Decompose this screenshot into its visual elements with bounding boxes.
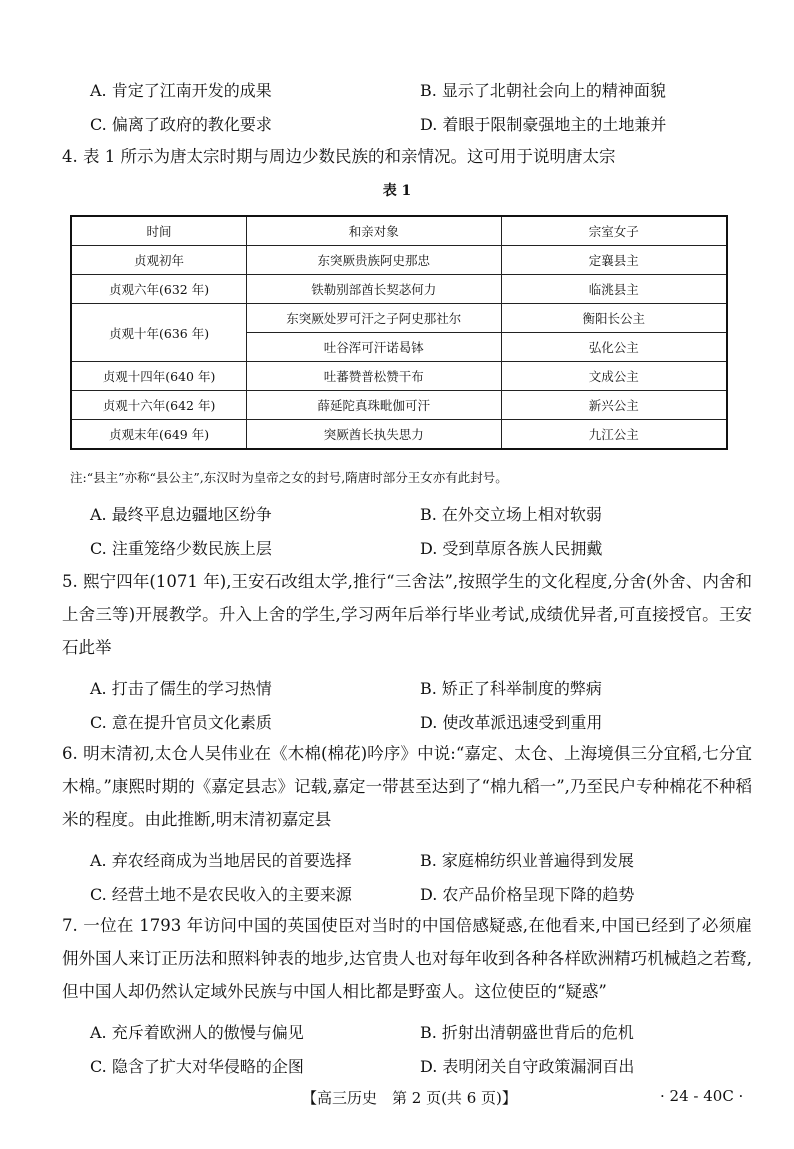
table-row — [71, 391, 727, 420]
cell-partner: 突厥酋长执失思力 — [247, 420, 501, 450]
q5-option-b: B. 矫正了科举制度的弊病 — [420, 679, 602, 698]
table-header-row — [71, 216, 727, 246]
q7-options-row-1 — [90, 1020, 750, 1043]
cell-partner: 东突厥贵族阿史那忠 — [247, 246, 501, 275]
table-row — [71, 246, 727, 275]
table-row — [71, 304, 727, 333]
q4-option-b: B. 在外交立场上相对软弱 — [420, 505, 602, 524]
cell-time: 贞观六年(632 年) — [71, 275, 247, 304]
cell-princess: 弘化公主 — [501, 333, 727, 362]
q3-option-a: A. 肯定了江南开发的成果 — [90, 81, 272, 100]
header-princess: 宗室女子 — [501, 216, 727, 246]
page-number: 【高三历史 第 2 页(共 6 页)】 — [302, 1089, 517, 1107]
q6-options-row-1 — [90, 848, 750, 871]
q3-option-c: C. 偏离了政府的教化要求 — [90, 115, 272, 134]
cell-partner: 铁勒别部酋长契苾何力 — [247, 275, 501, 304]
q4-option-d: D. 受到草原各族人民拥戴 — [420, 539, 603, 558]
table-row — [71, 275, 727, 304]
q5-options-row-2 — [90, 710, 750, 733]
table-row — [71, 420, 727, 450]
cell-partner: 吐蕃赞普松赞干布 — [247, 362, 501, 391]
table-caption: 表 1 — [382, 183, 412, 199]
table-note: 注:“县主”亦称“县公主”,东汉时为皇帝之女的封号,隋唐时部分王女亦有此封号。 — [70, 470, 508, 485]
q6-stem: 6. 明末清初,太仓人吴伟业在《木棉(棉花)吟序》中说:“嘉定、太仓、上海境俱三分宜稻,七分宜木棉。”康熙时期的《嘉定县志》记载,嘉定一带甚至达到了“棉九稻一”,乃至民户专种棉花不种稻米的程度。由此推断,明末清初嘉定县 — [62, 744, 752, 829]
q7-option-c: C. 隐含了扩大对华侵略的企图 — [90, 1057, 304, 1076]
cell-princess: 文成公主 — [501, 362, 727, 391]
q4-options-row-2 — [90, 536, 750, 559]
q5-options-row-1 — [90, 676, 750, 699]
q6-options-row-2 — [90, 882, 750, 905]
cell-time: 贞观十年(636 年) — [71, 304, 247, 362]
cell-princess: 定襄县主 — [501, 246, 727, 275]
q5-option-a: A. 打击了儒生的学习热情 — [90, 679, 272, 698]
cell-partner: 吐谷浑可汗诺曷钵 — [247, 333, 501, 362]
q6-option-b: B. 家庭棉纺织业普遍得到发展 — [420, 851, 634, 870]
q7-options-row-2 — [90, 1054, 750, 1077]
q4-option-a: A. 最终平息边疆地区纷争 — [90, 505, 272, 524]
cell-partner: 东突厥处罗可汗之子阿史那社尔 — [247, 304, 501, 333]
cell-princess: 新兴公主 — [501, 391, 727, 420]
cell-time: 贞观初年 — [71, 246, 247, 275]
q4-stem: 4. 表 1 所示为唐太宗时期与周边少数民族的和亲情况。这可用于说明唐太宗 — [62, 147, 616, 166]
q6-option-a: A. 弃农经商成为当地居民的首要选择 — [90, 851, 352, 870]
q6-option-d: D. 农产品价格呈现下降的趋势 — [420, 885, 635, 904]
cell-princess: 九江公主 — [501, 420, 727, 450]
cell-partner: 薛延陀真珠毗伽可汗 — [247, 391, 501, 420]
heqin-table — [70, 215, 728, 450]
q5-option-c: C. 意在提升官员文化素质 — [90, 713, 272, 732]
q7-option-d: D. 表明闭关自守政策漏洞百出 — [420, 1057, 635, 1076]
cell-time: 贞观十四年(640 年) — [71, 362, 247, 391]
q4-options-row-1 — [90, 502, 750, 525]
q3-options-row-2 — [90, 112, 750, 135]
cell-time: 贞观十六年(642 年) — [71, 391, 247, 420]
header-time: 时间 — [71, 216, 247, 246]
q3-option-d: D. 着眼于限制豪强地主的土地兼并 — [420, 115, 667, 134]
q7-stem: 7. 一位在 1793 年访问中国的英国使臣对当时的中国倍感疑惑,在他看来,中国已经到了必须雇佣外国人来订正历法和照料钟表的地步,达官贵人也对每年收到各种各样欧洲精巧机械趋之若鹜,但中国人却仍然认定域外民族与中国人相比都是野蛮人。这位使臣的“疑惑” — [62, 916, 752, 1001]
q7-option-b: B. 折射出清朝盛世背后的危机 — [420, 1023, 634, 1042]
cell-time: 贞观末年(649 年) — [71, 420, 247, 450]
header-partner: 和亲对象 — [247, 216, 501, 246]
q3-option-b: B. 显示了北朝社会向上的精神面貌 — [420, 81, 666, 100]
q7-option-a: A. 充斥着欧洲人的傲慢与偏见 — [90, 1023, 304, 1042]
q5-option-d: D. 使改革派迅速受到重用 — [420, 713, 603, 732]
cell-princess: 衡阳长公主 — [501, 304, 727, 333]
q3-options-row-1 — [90, 78, 750, 101]
q4-option-c: C. 注重笼络少数民族上层 — [90, 539, 272, 558]
q6-option-c: C. 经营土地不是农民收入的主要来源 — [90, 885, 352, 904]
cell-princess: 临洮县主 — [501, 275, 727, 304]
q5-stem: 5. 熙宁四年(1071 年),王安石改组太学,推行“三舍法”,按照学生的文化程度,分舍(外舍、内舍和上舍三等)开展教学。升入上舍的学生,学习两年后举行毕业考试,成绩优异者,可直接授官。王安石此举 — [62, 572, 752, 657]
table-row — [71, 362, 727, 391]
paper-code: · 24 - 40C · — [660, 1087, 744, 1105]
